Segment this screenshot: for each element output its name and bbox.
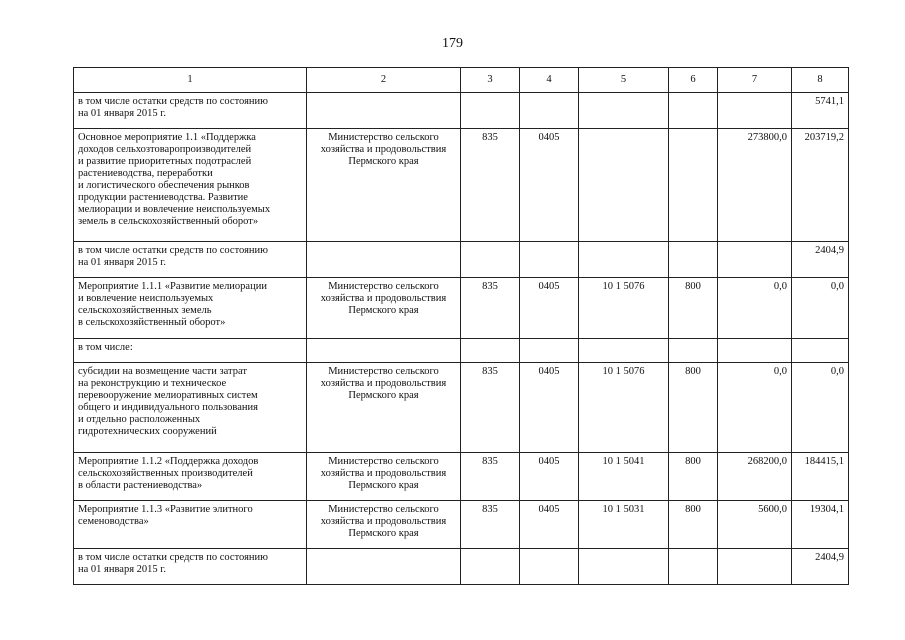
cell-text: Министерство сельского хозяйства и продовольствия Пермского края <box>320 281 447 316</box>
cell-text: 0,0 <box>773 281 787 292</box>
table-row <box>74 93 849 129</box>
cell-text: 0405 <box>538 281 560 292</box>
table-row <box>74 453 849 501</box>
row-name-cell <box>74 339 307 363</box>
cell-text: 10 1 5076 <box>602 366 645 377</box>
cell-text: Министерство сельского хозяйства и продовольствия Пермского края <box>320 456 447 491</box>
actual-amount-cell <box>792 501 849 549</box>
actual-amount-cell <box>792 242 849 278</box>
row-name-cell <box>74 363 307 453</box>
target-article-cell <box>579 242 669 278</box>
cell-text: 268200,0 <box>747 456 787 467</box>
column-header: 1 <box>74 68 307 93</box>
table-row <box>74 549 849 585</box>
cell-text: 2404,9 <box>815 245 844 256</box>
table-row <box>74 363 849 453</box>
column-header: 7 <box>718 68 792 93</box>
cell-text: 800 <box>685 456 701 467</box>
cell-text: 835 <box>482 366 498 377</box>
section-cell <box>520 93 579 129</box>
code-cell <box>461 549 520 585</box>
expense-type-cell <box>669 339 718 363</box>
target-article-cell <box>579 549 669 585</box>
section-cell <box>520 339 579 363</box>
cell-text: Мероприятие 1.1.3 «Развитие элитного семеноводства» <box>78 504 253 527</box>
planned-amount-cell <box>718 549 792 585</box>
row-name-cell <box>74 549 307 585</box>
planned-amount-cell <box>718 93 792 129</box>
expense-type-cell <box>669 93 718 129</box>
cell-text: в том числе остатки средств по состоянию на 01 января 2015 г. <box>78 552 268 575</box>
column-header: 4 <box>520 68 579 93</box>
cell-text: 800 <box>685 281 701 292</box>
column-header: 6 <box>669 68 718 93</box>
cell-text: 5600,0 <box>758 504 787 515</box>
code-cell <box>461 278 520 339</box>
cell-text: 203719,2 <box>804 132 844 143</box>
table-row <box>74 278 849 339</box>
cell-text: 800 <box>685 504 701 515</box>
cell-text: 184415,1 <box>804 456 844 467</box>
row-name-cell <box>74 242 307 278</box>
cell-text: 0,0 <box>830 281 844 292</box>
cell-text: 10 1 5076 <box>602 281 645 292</box>
row-name-cell <box>74 129 307 242</box>
actual-amount-cell <box>792 129 849 242</box>
section-cell <box>520 129 579 242</box>
code-cell <box>461 363 520 453</box>
target-article-cell <box>579 93 669 129</box>
target-article-cell <box>579 453 669 501</box>
expense-type-cell <box>669 363 718 453</box>
column-header: 2 <box>307 68 461 93</box>
planned-amount-cell <box>718 242 792 278</box>
section-cell <box>520 278 579 339</box>
table-row <box>74 242 849 278</box>
section-cell <box>520 453 579 501</box>
planned-amount-cell <box>718 363 792 453</box>
actual-amount-cell <box>792 339 849 363</box>
code-cell <box>461 453 520 501</box>
row-name-cell <box>74 453 307 501</box>
section-cell <box>520 363 579 453</box>
table-row <box>74 129 849 242</box>
cell-text: 835 <box>482 281 498 292</box>
planned-amount-cell <box>718 129 792 242</box>
target-article-cell <box>579 278 669 339</box>
planned-amount-cell <box>718 339 792 363</box>
expense-type-cell <box>669 278 718 339</box>
section-cell <box>520 501 579 549</box>
expense-type-cell <box>669 453 718 501</box>
row-name-cell <box>74 278 307 339</box>
cell-text: 19304,1 <box>809 504 844 515</box>
table-header-row <box>74 68 849 93</box>
row-name-cell <box>74 93 307 129</box>
target-article-cell <box>579 339 669 363</box>
organization-cell <box>307 501 461 549</box>
cell-text: в том числе остатки средств по состоянию на 01 января 2015 г. <box>78 245 268 268</box>
cell-text: 835 <box>482 132 498 143</box>
code-cell <box>461 339 520 363</box>
column-header: 8 <box>792 68 849 93</box>
code-cell <box>461 242 520 278</box>
cell-text: 0405 <box>538 504 560 515</box>
code-cell <box>461 93 520 129</box>
expense-type-cell <box>669 549 718 585</box>
actual-amount-cell <box>792 278 849 339</box>
organization-cell <box>307 339 461 363</box>
code-cell <box>461 129 520 242</box>
cell-text: 800 <box>685 366 701 377</box>
row-name-cell <box>74 501 307 549</box>
cell-text: субсидии на возмещение части затрат на реконструкцию и техническое перевооружение мелиоративных систем общего и индивидуального пользования и отдельно расположенных гидротехнических сооружений <box>78 366 258 437</box>
cell-text: 0405 <box>538 132 560 143</box>
planned-amount-cell <box>718 501 792 549</box>
organization-cell <box>307 278 461 339</box>
target-article-cell <box>579 129 669 242</box>
cell-text: Министерство сельского хозяйства и продовольствия Пермского края <box>320 132 447 167</box>
cell-text: в том числе: <box>78 342 133 353</box>
cell-text: 10 1 5041 <box>602 456 645 467</box>
actual-amount-cell <box>792 453 849 501</box>
code-cell <box>461 501 520 549</box>
organization-cell <box>307 453 461 501</box>
column-header: 5 <box>579 68 669 93</box>
organization-cell <box>307 93 461 129</box>
section-cell <box>520 242 579 278</box>
actual-amount-cell <box>792 549 849 585</box>
expense-type-cell <box>669 242 718 278</box>
table-row <box>74 501 849 549</box>
cell-text: 273800,0 <box>747 132 787 143</box>
organization-cell <box>307 129 461 242</box>
planned-amount-cell <box>718 278 792 339</box>
cell-text: 835 <box>482 504 498 515</box>
organization-cell <box>307 549 461 585</box>
organization-cell <box>307 363 461 453</box>
cell-text: 835 <box>482 456 498 467</box>
cell-text: Мероприятие 1.1.1 «Развитие мелиорации и вовлечение неиспользуемых сельскохозяйственных земель в сельскохозяйственный оборот» <box>78 281 267 328</box>
actual-amount-cell <box>792 93 849 129</box>
table-body <box>74 93 849 585</box>
planned-amount-cell <box>718 453 792 501</box>
actual-amount-cell <box>792 363 849 453</box>
cell-text: 5741,1 <box>815 96 844 107</box>
cell-text: 0,0 <box>830 366 844 377</box>
cell-text: Основное мероприятие 1.1 «Поддержка доходов сельхозтоваропроизводителей и развитие приоритетных подотраслей растениеводства, переработки и логистического обеспечения рынков продукции растениеводства. Развитие мелиорации и вовлечение неиспользуемых земель в сельскохозяйственный оборот» <box>78 132 271 227</box>
expense-type-cell <box>669 501 718 549</box>
expense-type-cell <box>669 129 718 242</box>
cell-text: Мероприятие 1.1.2 «Поддержка доходов сельскохозяйственных производителей в области растениеводства» <box>78 456 259 491</box>
cell-text: 2404,9 <box>815 552 844 563</box>
cell-text: 0405 <box>538 366 560 377</box>
cell-text: Министерство сельского хозяйства и продовольствия Пермского края <box>320 366 447 401</box>
section-cell <box>520 549 579 585</box>
page-number: 179 <box>442 36 463 51</box>
column-header: 3 <box>461 68 520 93</box>
target-article-cell <box>579 501 669 549</box>
target-article-cell <box>579 363 669 453</box>
cell-text: Министерство сельского хозяйства и продовольствия Пермского края <box>320 504 447 539</box>
cell-text: 0,0 <box>773 366 787 377</box>
cell-text: в том числе остатки средств по состоянию на 01 января 2015 г. <box>78 96 268 119</box>
table-row <box>74 339 849 363</box>
organization-cell <box>307 242 461 278</box>
cell-text: 10 1 5031 <box>602 504 645 515</box>
budget-table <box>73 67 849 585</box>
cell-text: 0405 <box>538 456 560 467</box>
